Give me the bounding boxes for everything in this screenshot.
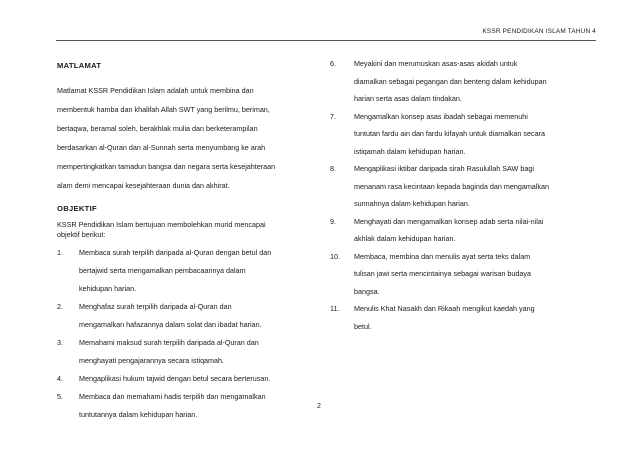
item-line: bangsa. [354, 286, 380, 296]
matlamat-line: Matlamat KSSR Pendidikan Islam adalah untuk membina dan [57, 86, 254, 95]
item-line: Membaca surah terpilih daripada al-Quran dengan betul dan [79, 248, 272, 257]
matlamat-line: mempertingkatkan tamadun bangsa dan negara serta kesejahteraan [57, 162, 276, 171]
item-line: bertajwid serta mengamalkan pembacaannya dalam [79, 266, 246, 275]
item-line: tuntutan fardu ain dan fardu kifayah untuk diamalkan secara [354, 129, 545, 138]
item-number: 6. [330, 59, 336, 68]
item-line: mengamalkan hafazannya dalam solat dan ibadat harian. [79, 320, 262, 329]
item-line: Membaca dan memahami hadis terpilih dan mengamalkan [79, 392, 266, 401]
left-column [57, 50, 307, 424]
item-text [79, 370, 307, 388]
item-line: Mengamalkan konsep asas ibadah sebagai memenuhi [354, 111, 528, 121]
item-number: 7. [330, 111, 336, 121]
item-line: istiqamah dalam kehidupan harian. [354, 146, 466, 156]
item-line: Menulis Khat Nasakh dan Rikaah mengikut kaedah yang [354, 304, 535, 313]
item-text [79, 244, 307, 298]
list-item [330, 248, 584, 301]
item-line: Mengaplikasi iktibar daripada sirah Rasulullah SAW bagi [354, 164, 534, 173]
page-number: 2 [317, 403, 321, 410]
item-text [354, 300, 584, 335]
item-number: 2. [57, 302, 63, 311]
item-text [79, 298, 307, 334]
item-number: 11. [330, 304, 340, 313]
item-line: Memahami maksud surah terpilih daripada al-Quran dan [79, 338, 259, 347]
item-line: menghayati pengajarannya secara istiqamah. [79, 356, 225, 365]
item-line: harian serta asas dalam tindakan. [354, 94, 462, 103]
item-text [354, 213, 584, 248]
item-number: 10. [330, 251, 340, 261]
list-item [57, 370, 307, 388]
item-line: tuntutannya dalam kehidupan harian. [79, 410, 198, 419]
item-number: 4. [57, 374, 63, 383]
item-text [354, 248, 584, 301]
list-item [57, 298, 307, 334]
right-column [330, 55, 584, 335]
item-number: 5. [57, 392, 63, 401]
matlamat-line: berdasarkan al-Quran dan al-Sunnah serta menyumbang ke arah [57, 143, 266, 152]
objektif-intro-line: KSSR Pendidikan Islam bertujuan membolehkan murid mencapai [57, 220, 266, 229]
item-number: 3. [57, 338, 63, 347]
item-text [79, 334, 307, 370]
item-number: 1. [57, 248, 63, 257]
item-text [354, 55, 584, 108]
item-line: Meyakini dan merumuskan asas-asas akidah untuk [354, 59, 518, 68]
item-line: menanam rasa kecintaan kepada baginda dan mengamalkan [354, 181, 549, 191]
item-line: tulisan jawi serta mencintainya sebagai warisan budaya [354, 269, 531, 278]
item-line: Menghayati dan mengamalkan konsep adab serta nilai-nilai [354, 216, 544, 226]
item-line: akhlak dalam kehidupan harian. [354, 234, 456, 243]
matlamat-line: membentuk hamba dan khalifah Allah SWT yang berilmu, beriman, [57, 105, 270, 114]
objektif-heading: OBJEKTIF [57, 204, 97, 213]
matlamat-paragraph [57, 81, 307, 195]
list-item [57, 334, 307, 370]
item-line: diamalkan sebagai pegangan dan benteng dalam kehidupan [354, 76, 547, 86]
list-item [330, 108, 584, 161]
matlamat-line: alam demi mencapai kesejahteraan dunia dan akhirat. [57, 181, 230, 190]
item-line: kehidupan harian. [79, 284, 137, 293]
item-line: sunnahnya dalam kehidupan harian. [354, 199, 470, 208]
list-item [330, 160, 584, 213]
objektif-intro [57, 220, 307, 240]
item-line: betul. [354, 321, 372, 331]
matlamat-heading: MATLAMAT [57, 61, 102, 70]
item-number: 8. [330, 164, 336, 173]
page-header [56, 28, 596, 41]
item-line: Mengaplikasi hukum tajwid dengan betul secara berterusan. [79, 374, 271, 383]
objektif-intro-line: objektif berikut: [57, 230, 106, 239]
list-item [57, 244, 307, 298]
item-line: Membaca, membina dan menulis ayat serta teks dalam [354, 251, 531, 261]
list-item [330, 55, 584, 108]
list-item [330, 213, 584, 248]
list-item [330, 300, 584, 335]
item-line: Menghafaz surah terpilih daripada al-Quran dan [79, 302, 232, 311]
item-number: 9. [330, 216, 336, 226]
matlamat-line: bertaqwa, beramal soleh, berakhlak mulia dan berketerampilan [57, 124, 258, 133]
item-text [354, 160, 584, 213]
item-text [354, 108, 584, 161]
header-title: KSSR PENDIDIKAN ISLAM TAHUN 4 [482, 28, 596, 35]
